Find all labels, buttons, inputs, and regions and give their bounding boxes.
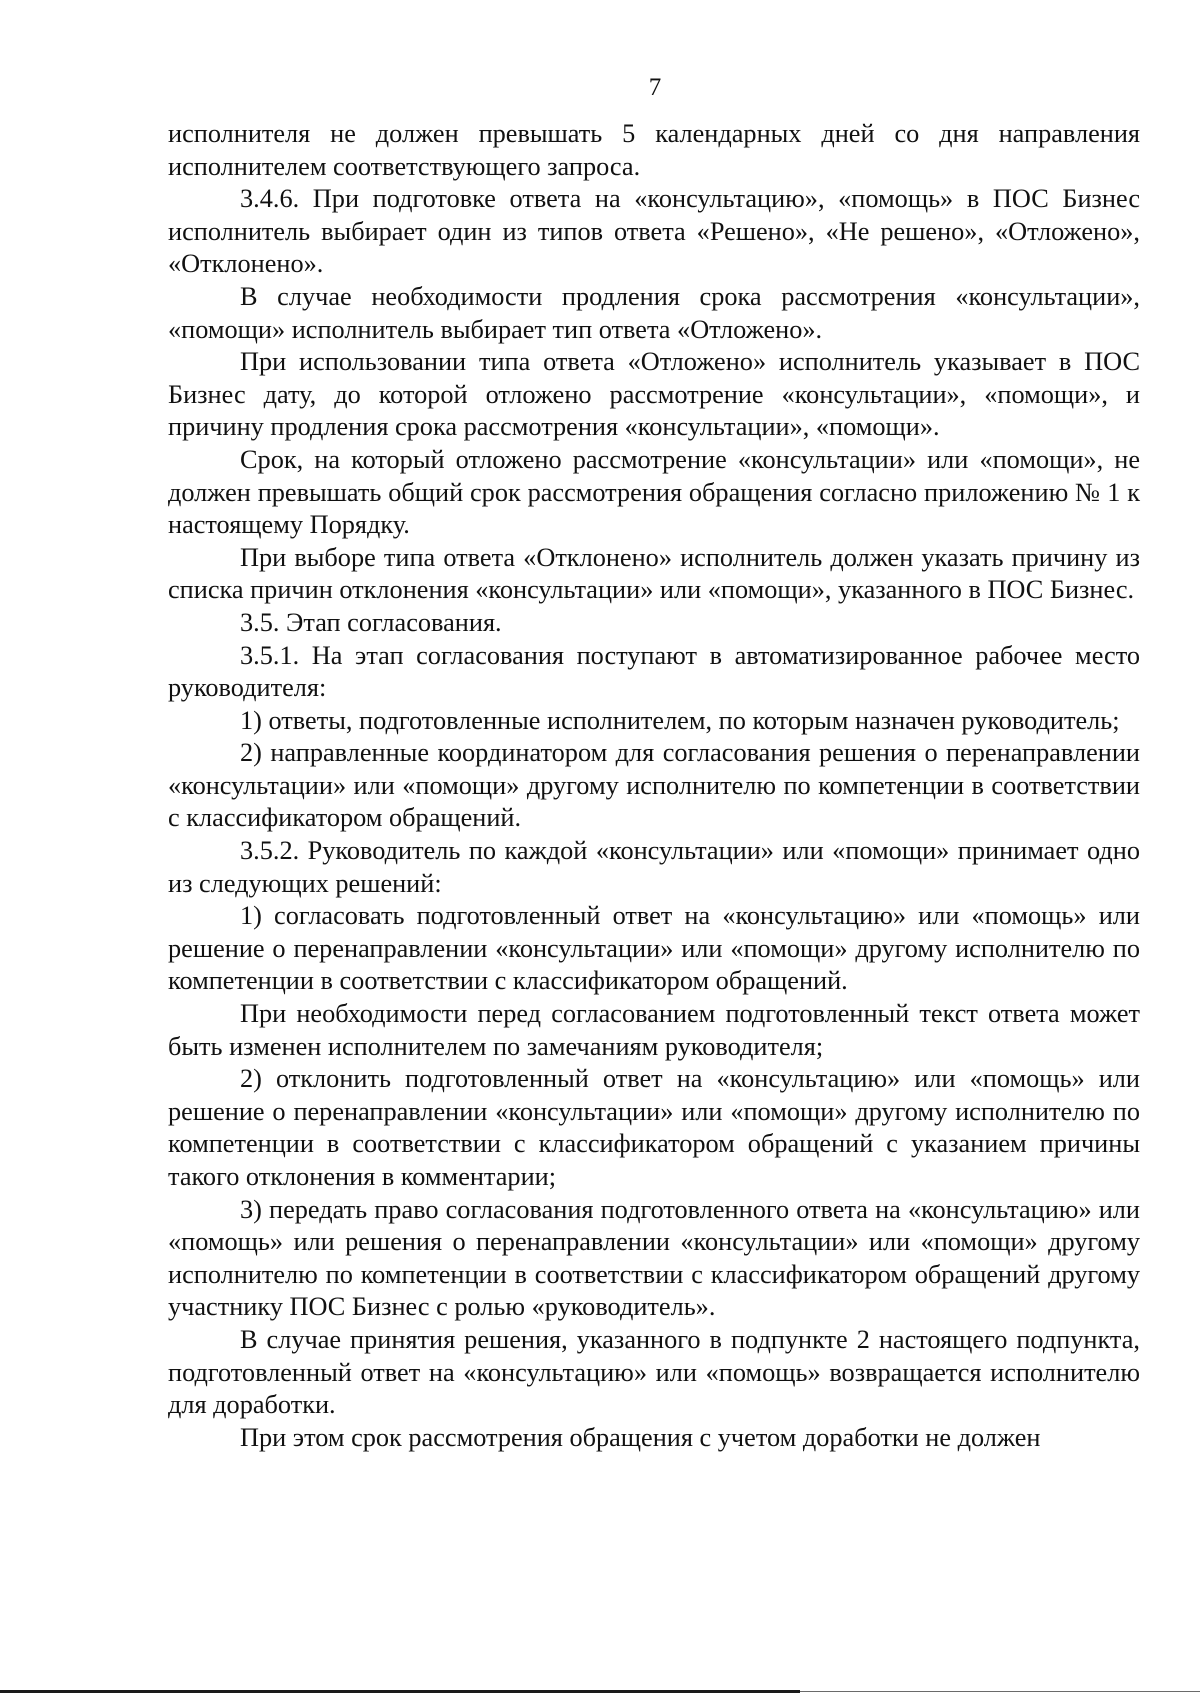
paragraph-postponed-term: Срок, на который отложено рассмотрение «консультации» или «помощи», не должен превышать общий срок рассмотрения обращения согласно приложению № 1 к настоящему Порядку. [168,444,1140,540]
list-item-3-5-1-1: 1) ответы, подготовленные исполнителем, по которым назначен руководитель; [240,705,1120,735]
list-item-3-5-2-3: 3) передать право согласования подготовленного ответа на «консультацию» или «помощь» или решения о перенаправлении «консультации» или «помощи» другому исполнителю по компетенции в соответствии с классификатором обращений другому участнику ПОС Бизнес с ролью «руководитель». [168,1194,1140,1322]
page-number: 7 [648,74,662,101]
paragraph-rejected-reason: При выборе типа ответа «Отклонено» исполнитель должен указать причину из списка причин отклонения «консультации» или «помощи», указанного в ПОС Бизнес. [168,542,1140,605]
paragraph-3-5-2: 3.5.2. Руководитель по каждой «консультации» или «помощи» принимает одно из следующих решений: [168,836,1140,898]
document-body [168,118,1140,1454]
paragraph-edit-before-approval: При необходимости перед согласованием подготовленный текст ответа может быть изменен исполнителем по замечаниям руководителя; [168,999,1140,1061]
paragraph-returned-for-rework: В случае принятия решения, указанного в подпункте 2 настоящего подпункта, подготовленный ответ на «консультацию» или «помощь» возвращается исполнителю для доработки. [168,1324,1140,1420]
paragraph-3-4-6: 3.4.6. При подготовке ответа на «консультацию», «помощь» в ПОС Бизнес исполнитель выбирает один из типов ответа «Решено», «Не решено», «Отложено», «Отклонено». [168,184,1140,279]
paragraph-continuation: исполнителя не должен превышать 5 календарных дней со дня направления исполнителем соответствующего запроса. [168,119,1140,181]
list-item-3-5-1-2: 2) направленные координатором для согласования решения о перенаправлении «консультации» или «помощи» другому исполнителю по компетенции в соответствии с классификатором обращений. [168,738,1140,833]
scan-edge-line-faint [800,1691,1200,1692]
list-item-3-5-2-1: 1) согласовать подготовленный ответ на «консультацию» или «помощь» или решение о перенаправлении «консультации» или «помощи» другому исполнителю по компетенции в соответствии с классификатором обращений. [168,901,1140,996]
paragraph-extension-postponed: В случае необходимости продления срока рассмотрения «консультации», «помощи» исполнитель выбирает тип ответа «Отложено». [168,281,1140,344]
scan-edge-line [0,1690,800,1693]
paragraph-rework-term: При этом срок рассмотрения обращения с учетом доработки не должен [240,1422,1041,1452]
paragraph-3-5-1: 3.5.1. На этап согласования поступают в автоматизированное рабочее место руководителя: [168,640,1140,703]
paragraph-postponed-date: При использовании типа ответа «Отложено» исполнитель указывает в ПОС Бизнес дату, до которой отложено рассмотрение «консультации», «помощи», и причину продления срока рассмотрения «консультации», «помощи». [168,347,1140,442]
paragraph-3-5: 3.5. Этап согласования. [240,607,502,637]
list-item-3-5-2-2: 2) отклонить подготовленный ответ на «консультацию» или «помощь» или решение о перенаправлении «консультации» или «помощи» другому исполнителю по компетенции в соответствии с классификатором обращений с указанием причины такого отклонения в комментарии; [168,1064,1140,1191]
